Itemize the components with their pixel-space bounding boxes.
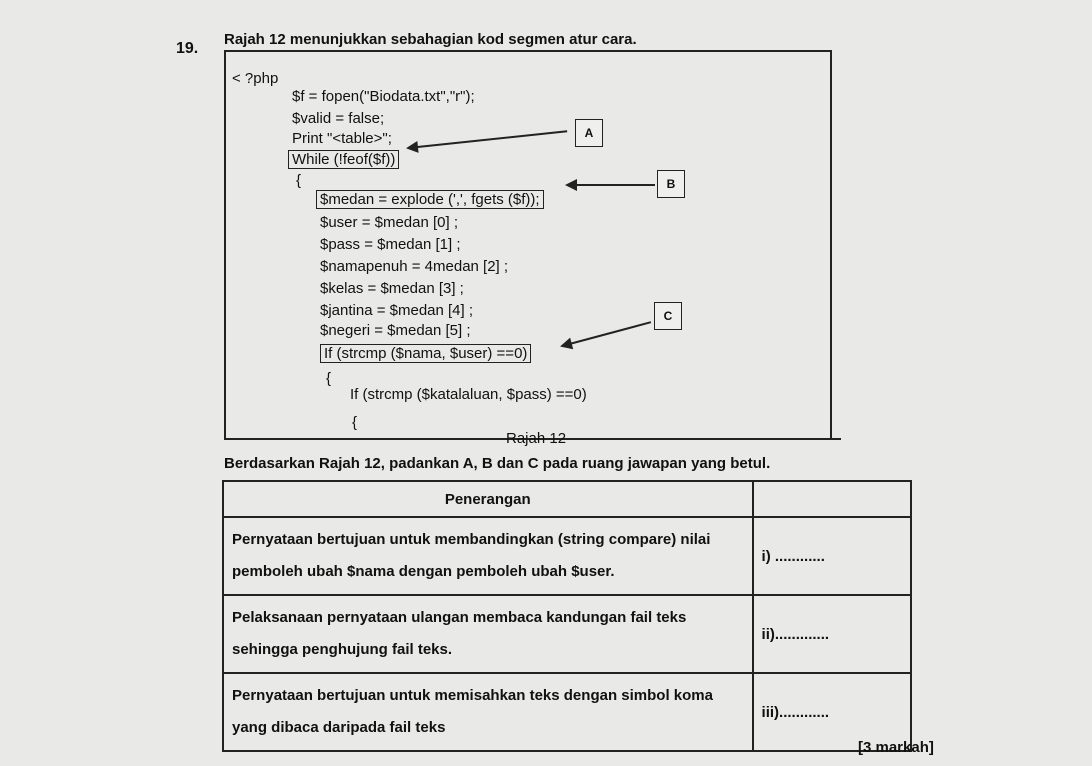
code-line: $f = fopen("Biodata.txt","r"); (292, 88, 475, 105)
table-row (223, 673, 911, 751)
answer-table (222, 480, 912, 752)
answer-blank[interactable]: i) ............ (753, 517, 911, 595)
code-line: $pass = $medan [1] ; (320, 236, 461, 253)
row-description: Pelaksanaan pernyataan ulangan membaca kandungan fail teks sehingga penghujung fail teks. (223, 595, 753, 673)
code-line: { (326, 370, 332, 387)
label-a-box (575, 119, 603, 147)
code-figure (224, 50, 832, 438)
label-b-box (657, 170, 685, 198)
code-line: $namapenuh = 4medan [2] ; (320, 258, 509, 275)
instruction-text: Berdasarkan Rajah 12, padankan A, B dan C pada ruang jawapan yang betul. (224, 455, 771, 472)
marks-label: [3 markah] (858, 739, 934, 756)
code-line: $jantina = $medan [4] ; (320, 302, 474, 319)
question-number: 19. (176, 40, 199, 57)
row-description: Pernyataan bertujuan untuk memisahkan teks dengan simbol koma yang dibaca daripada fail teks (223, 673, 753, 751)
code-line: $user = $medan [0] ; (320, 214, 459, 231)
code-line: $valid = false; (292, 110, 385, 127)
table-header-row (223, 481, 911, 517)
code-line: $kelas = $medan [3] ; (320, 280, 464, 297)
answer-blank[interactable]: ii)............. (753, 595, 911, 673)
arrow-b (567, 184, 655, 186)
label-c: C (663, 309, 673, 323)
label-c-box (654, 302, 682, 330)
table-header: Penerangan (223, 481, 753, 517)
code-line-if-strcmp: If (strcmp ($nama, $user) ==0) (320, 344, 531, 363)
table-row (223, 595, 911, 673)
code-line-while: While (!feof($f)) (288, 150, 399, 169)
code-line: { (352, 414, 358, 431)
code-line: < ?php (232, 70, 279, 87)
code-line: If (strcmp ($katalaluan, $pass) ==0) (350, 386, 587, 403)
label-b: B (666, 177, 676, 191)
row-description: Pernyataan bertujuan untuk membandingkan (string compare) nilai pemboleh ubah $nama dengan pemboleh ubah $user. (223, 517, 753, 595)
answer-blank[interactable]: iii)............ (753, 673, 911, 751)
code-line-explode: $medan = explode (',', fgets ($f)); (316, 190, 544, 209)
label-a: A (584, 126, 594, 140)
table-row (223, 517, 911, 595)
figure-caption: Rajah 12 (506, 430, 567, 447)
question-text: Rajah 12 menunjukkan sebahagian kod segmen atur cara. (224, 31, 637, 48)
table-header-blank (753, 481, 911, 517)
code-line: Print "<table>"; (292, 130, 392, 147)
code-line: $negeri = $medan [5] ; (320, 322, 471, 339)
code-line: { (296, 172, 302, 189)
